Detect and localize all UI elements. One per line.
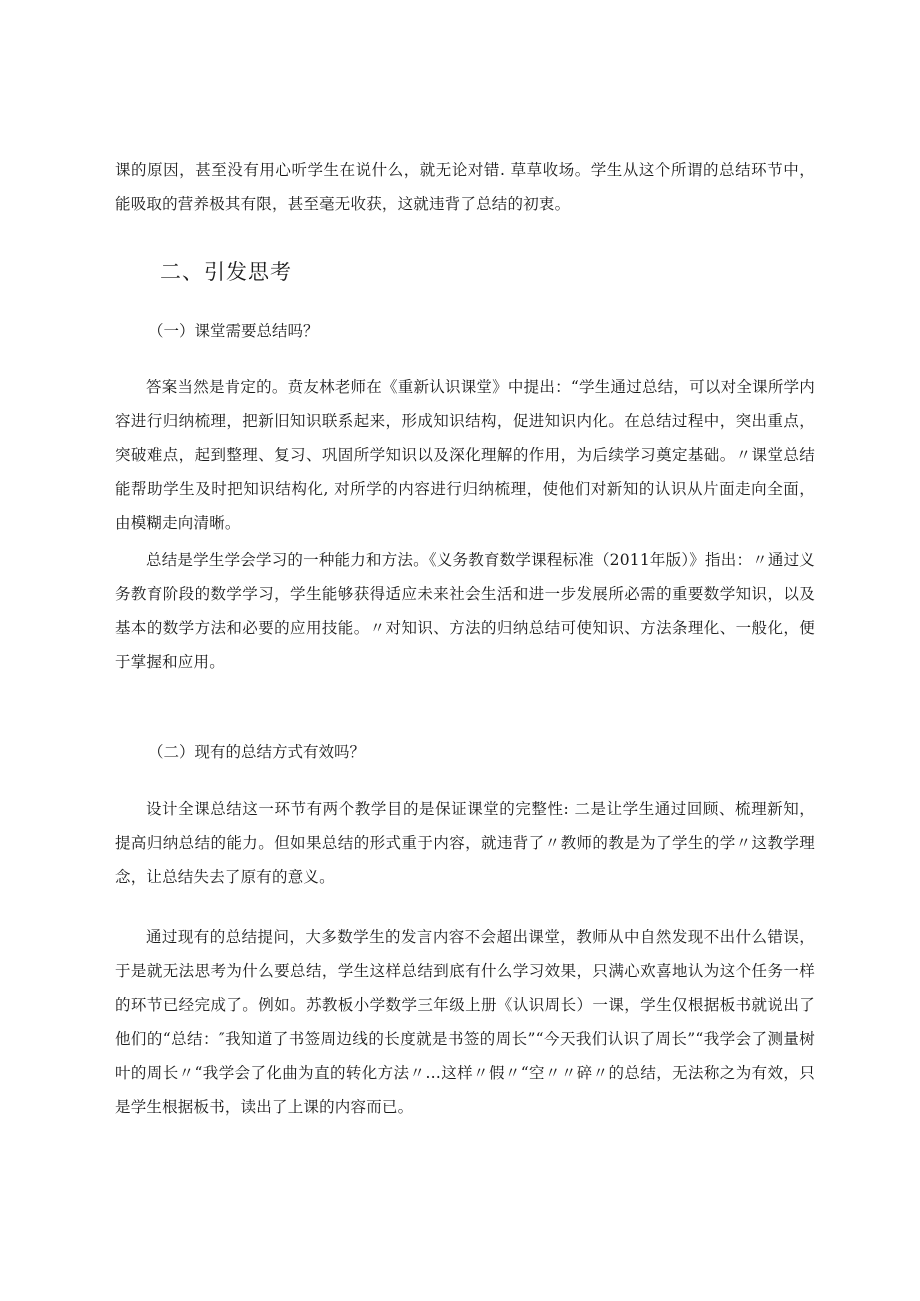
section-heading: 二、引发思考 bbox=[160, 260, 292, 284]
subheading-1: （一）课堂需要总结吗？ bbox=[148, 322, 319, 340]
paragraph-2: 总结是学生学会学习的一种能力和方法。《义务教育数学课程标准（2011年版）》指出：〃通过义务教育阶段的数学学习，学生能够获得适应未来社会生活和进一步发展所必需的重要数学知识，以及基本的数学方法和必要的应用技能。〃对知识、方法的归纳总结可使知识、方法条理化、一般化，便于掌握和应用。 bbox=[115, 551, 815, 671]
paragraph-1: 答案当然是肯定的。贲友林老师在《重新认识课堂》中提出：“学生通过总结，可以对全课所学内容进行归纳梳理，把新旧知识联系起来，形成知识结构，促进知识内化。在总结过程中，突出重点，突破难点，起到整理、复习、巩固所学知识以及深化理解的作用，为后续学习奠定基础。〃课堂总结能帮助学生及时把知识结构化, 对所学的内容进行归纳梳理，使他们对新知的认识从片面走向全面，由模糊走向清晰。 bbox=[115, 378, 815, 532]
paragraph-continued: 课的原因，甚至没有用心听学生在说什么，就无论对错. 草草收场。学生从这个所谓的总结环节中，能吸取的营养极其有限，甚至毫无收获，这就违背了总结的初衷。 bbox=[115, 161, 815, 213]
paragraph-3: 设计全课总结这一环节有两个教学目的是保证课堂的完整性: 二是让学生通过回顾、梳理新知，提高归纳总结的能力。但如果总结的形式重于内容，就违背了〃教师的教是为了学生的学〃这教学理念，让总结失去了原有的意义。 bbox=[115, 800, 815, 886]
subheading-2: （二）现有的总结方式有效吗？ bbox=[148, 743, 366, 761]
paragraph-4: 通过现有的总结提问，大多数学生的发言内容不会超出课堂，教师从中自然发现不出什么错误，于是就无法思考为什么要总结，学生这样总结到底有什么学习效果，只满心欢喜地认为这个任务一样的环节已经完成了。例如。苏教板小学数学三年级上册《认识周长）一课，学生仅根据板书就说出了他们的“总结：″我知道了书签周边线的长度就是书签的周长”“今天我们认识了周长”“我学会了测量树叶的周长〃“我学会了化曲为直的转化方法〃…这样〃假〃“空〃〃碎〃的总结，无法称之为有效，只是学生根据板书，读出了上课的内容而已。 bbox=[115, 928, 815, 1116]
